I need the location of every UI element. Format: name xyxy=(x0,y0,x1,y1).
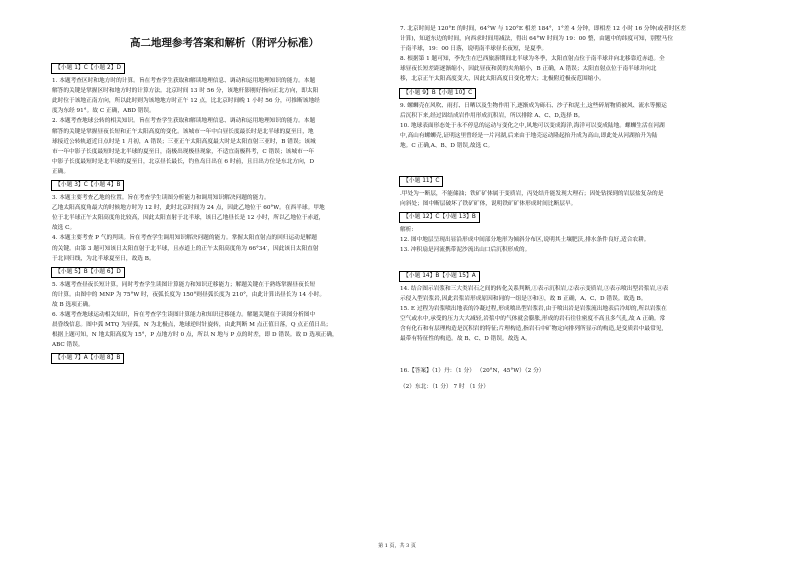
left-column xyxy=(52,0,397,366)
right-column xyxy=(400,0,745,392)
explanation-15: 15. E 过程为岩浆喷出地表的冷凝过程,形成喷出型岩浆岩,由于喷出岩是岩浆流出地表后冷却的,所以岩浆在 空气或水中,承受的压力大大减轻,岩浆中的气体就会膨胀,形成的岩石往往密度不高且多气孔,故 A 正确。常 含有化石和有层理构造是沉积岩的特征;片理构造,指岩石中矿物定向排列所显示的构造,是变质岩中最常见, 最带有特征性的构造。故 B、C、D 错误。故选 A。 xyxy=(400,305,667,342)
answer-box-14-15: 【小题 14】B【小题 15】A xyxy=(399,271,480,282)
explanation-5: 5. 本题考查昼夜长短计算，同时考查学生读图计算能力和知识迁移能力；解题关键在于熟练掌握昼夜长短 的计算。由图中的 MNP 为 75°W 时，夜弧长度为 150°则昼弧长度为 210°，由此计算出昼长为 14 小时。 故 B 选项正确。 xyxy=(52,281,326,308)
answer-box-9-10: 【小题 9】B【小题 10】C xyxy=(399,88,476,99)
explanation-2: 2. 本题考查地球公转的相关知识。旨在考查学生获取和解读地理信息、调动和运用地理知识的能力。本题 解答的关键是掌握昼夜长短和正午太阳高度的变化。该城市一年中白昼长度最长时是北半球的夏至日，地 球接近公转轨道近日点时是 1 月初，A 错误；三亚正午太阳高度最大时是太阳直射三亚时，B 错误；该城 市一年中影子长度最短时是北半球的夏至日，南极出现极昼现象，不适宜南极科考，C 错误；该城市一年 中影子长度最短时是北半球的夏至日，北京昼长最长，钓鱼岛日出在 6 时前，且日出方位是东北方向，D 正确。 xyxy=(52,118,316,175)
explanation-8: 8. 根据第 1 题可知，李先生在巴西旅游期间北半球为冬季，太阳直射点位于南半球并向北移靠近赤道。全 球昼夜长短差距逐渐缩小，因此昼夜和黄的夹角缩小，B 正确，A 错误；太阳直射点位于南半球并向北 移，北京正午太阳高度变大，因此太阳高度日变化增大；北极附近极夜范围缩小。 xyxy=(400,56,665,83)
explanation-10: 10. 地球表面形态处于永不停息的运动与变化之中,风地可以变成海洋,海洋可以变成陆地。螺蛳生活在河湖 中,高山有螺蛳壳,证明这里曾经是一片河湖,后来由于地壳运动隆起抬升成为高山,即此处从河湖抬升为陆 地。C 正确,A、B、D 错误,故选 C。 xyxy=(400,122,665,149)
explanation-11: .甲处为一断层，不能储油；铁矿矿体属于变质岩，丙处结升能发现大理石；因处钻探到的岩层盐复杂的是 向斜处；图中断层破坏了铁矿矿体，说明铁矿矿体形成时间比断层早。 xyxy=(400,191,664,208)
page-footer: 第 1 页，共 3 页 xyxy=(378,543,416,549)
answer-box-5-6: 【小题 5】B【小题 6】D xyxy=(51,267,125,278)
answer-box-7-8: 【小题 7】A【小题 8】B xyxy=(51,353,124,364)
explanation-7: 7. 北京时间是 120°E 的时间，64°W 与 120°E 相差 184°，1°差 4 分钟，即相差 12 小时 16 分钟(或者时区差 计算)，知道东边的时间，向西求时间用减法，得出 64°W 时间为 19：00 整，由题中的纬度可知，别墅马位 于南半球，19：00 日落，说明南半球昼长夜短，是夏季。 xyxy=(400,26,686,53)
explanation-3: 3. 本题主要考查乙地的位置。旨在考查学生读图分析能力和调用知识解决问题的能力。 乙地太阳高度角最大的时候地方时为 12 时，此时北京时间为 24 点，因此乙地位于 60°W。在西半球。甲地 位于北半球正午太阳高度角比较高，因此太阳直射于北半球，该日乙地昼长是 12 小时，所以乙地位于赤道， 故选 C。 xyxy=(52,195,325,232)
answer-box-11: 【小题 11】C xyxy=(399,176,443,187)
explanation-12-13: 解析: 12. 图中地层呈现出显沿形成中间部分地形为倾斜分布区,说明其土壤肥沃,排水条件良好,适合农耕。 13. 冲积扇是河流携带泥沙流出山口后沉积形成的。 xyxy=(400,227,650,254)
explanation-6: 6. 本题考查地球运动相关知识，旨在考查学生读图计算能力和知识迁移能力。解题关键在于读图分析图中 晨昏线信息。图中弧 MTQ 为昼弧，N 为北极点，地球逆时针旋转，由此判断 M 点正值日落，Q 点正值日出； 根据上题可知，N 地太阳高度为 15°，P 点地方时 0 点，所以 N 地与 P 点的时差，即 D 错误。故 D 选项正确， ABC 错误。 xyxy=(52,311,338,349)
answer-box-3-4: 【小题 3】C【小题 4】B xyxy=(51,180,124,191)
explanation-14: 14. 结合图示岩浆和三大类岩石之间的转化关系判断,①表示沉积岩,②表示变质岩,③表示喷出型岩浆岩,④表 示侵入型岩浆岩,因此岩浆岩形成原因和同的一组是③和④，故 B 正确，A、C、D 错误。故选 B。 xyxy=(400,285,669,302)
explanation-4: 4. 本题主要考查 P 气的判读。旨在考查学生调用知识解决问题的能力。掌握太阳直射点的回归运动是解题 的关键。由第 3 题可知该日太阳直射于北半球，且赤道上的正午太阳高度角为 66°34′，因此该日太阳直射 于北回归线，为北半球夏至日，故选 B。 xyxy=(52,235,319,262)
answer-16: 16.【答案】（1）丹：（1 分） （20°N，45°W）（2 分） （2）东北：（1 分） 7 时 （1 分） xyxy=(400,368,545,391)
answer-box-12-13: 【小题 12】C【小题 13】B xyxy=(399,212,480,223)
page-title: 高二地理参考答案和解析（附评分标准） xyxy=(130,37,319,49)
explanation-9: 9. 螺蛳壳在风吹、雨打、日晒以及生物作用下,逐渐成为砾石、沙子和泥土,这些碎屑物质被风、流水等搬运 后沉积下来,经过固结成岩作用形成沉积岩，所以排除 A、C、D,选择 B。 xyxy=(400,102,667,119)
answer-box-1-2: 【小题 1】C【小题 2】D xyxy=(51,63,125,74)
explanation-1: 1. 本题考查区时和地方时的计算。旨在考查学生获取和解读地理信息、调动和运用地理知识的能力。本题 解答的关键是掌握区时和地方时的计算方法。北京时间 13 时 56 分，该地杆影刚好指向正北方向，即太阳 此时位于该地正南方向，所以此时则为该地地方时正午 12 点，比北京时间晚 1 小时 56 分，可推断该地经 度为东经 91°。故 C 正确，ABD 错误。 xyxy=(52,78,320,115)
